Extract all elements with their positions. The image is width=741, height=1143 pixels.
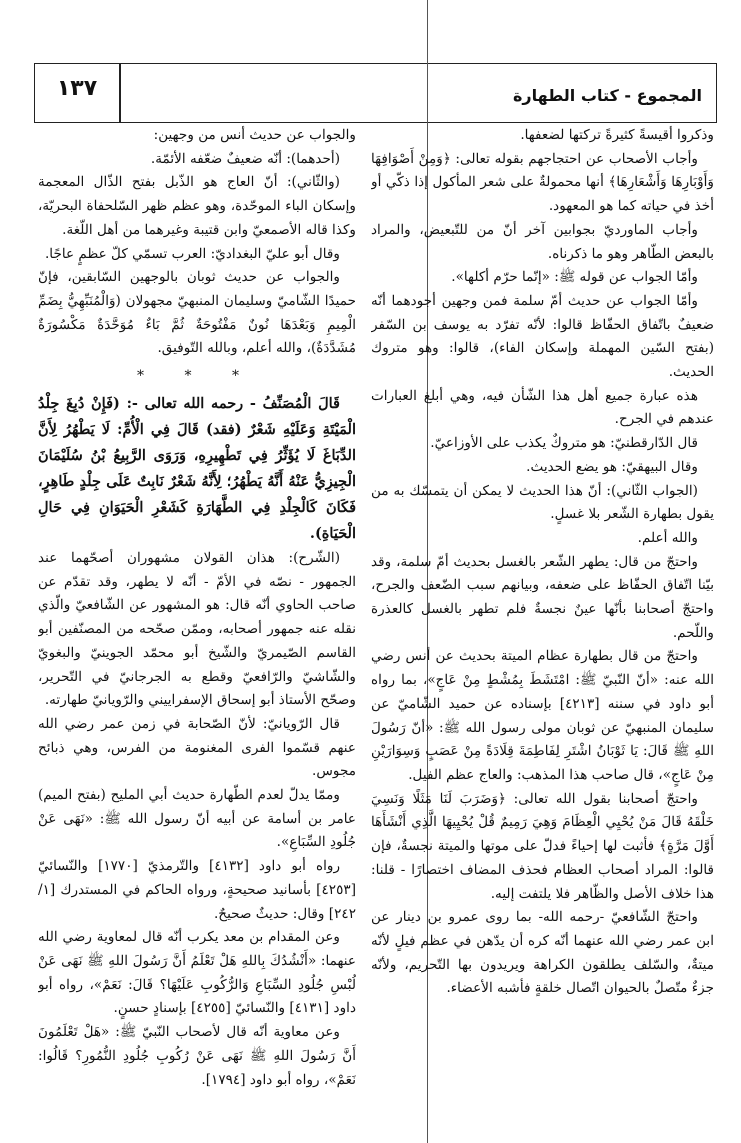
header-divider [119, 64, 121, 122]
paragraph: وأجاب الأصحاب عن احتجاجهم بقوله تعالى: ﴿وَمِنْ أَصْوَافِهَا وَأَوْبَارِهَا وَأَشْعَارِهَا﴾ أنها محمولةٌ على شعر المأكول إذا ذكّي أو أخذ في حياته كما هو المعهود. [371, 150, 714, 215]
paragraph: وأمّا الجواب عن قوله ﷺ: «إنّما حرّم أكلها». [451, 269, 698, 286]
paragraph: وعن المقدام بن معد يكرب أنّه قال لمعاوية رضي الله عنهما: «أَنْشُدُكَ بِاللهِ هَلْ تَعْلَمُ أَنَّ رَسُولَ اللهِ ﷺ نَهَى عَنْ لُبْسِ جُلُودِ السِّبَاعِ وَالرُّكُوبِ عَلَيْهَا؟ قَالَ: نَعَمْ»، رواه أبو داود [٤١٣١] والنّسائيّ [٤٢٥٥] بإسنادٍ حسنٍ. [38, 929, 356, 1017]
page-header [34, 63, 717, 123]
page-number: ١٣٧ [56, 76, 98, 101]
paragraph: واحتجّ من قال: يطهر الشّعر بالغسل بحديث أمّ سلمة، وقد بيّنا اتّفاق الحفّاظ على ضعفه، وبيانهم سبب الضّعف والجرح، واحتجّ أصحابنا بأنّها عينٌ نجسةٌ فلم تطهر بالغسل كالعذرة واللّحم. [371, 553, 714, 641]
paragraph: وعن معاوية أنّه قال لأصحاب النّبيّ ﷺ: «هَلْ تَعْلَمُونَ أَنَّ رَسُولَ اللهِ ﷺ نَهَى عَنْ رُكُوبِ جُلُودِ النُّمُورِ؟ قَالُوا: نَعَمْ»، رواه أبو داود [١٧٩٤]. [38, 1024, 356, 1088]
paragraph: والله أعلم. [637, 529, 698, 546]
paragraph: (والثّاني): أنّ العاج هو الذّبل بفتح الذّال المعجمة وإسكان الباء الموحّدة، وهو عظم ظهر السّلحفاة البحريّة، وكذا قاله الأصمعيّ وابن قتيبة وغيرهما من أهل اللّغة. [38, 174, 356, 238]
paragraph: هذه عبارة جميع أهل هذا الشّأن فيه، وهي أبلغ العبارات عندهم في الجرح. [371, 387, 714, 428]
paragraph: وأمّا الجواب عن حديث أمّ سلمة فمن وجهين أجودهما أنّه ضعيفٌ باتّفاق الحفّاظ قالوا: لأنّه تفرّد به يوسف بن السّفر (بفتح السّين المهملة وإسكان الفاء)، قالوا: وهو متروك الحديث. [371, 292, 714, 381]
author-text: قَالَ الْمُصَنِّفُ - رحمه الله تعالى -: (فَإِنْ دُبِغَ جِلْدُ الْمَيْتَةِ وَعَلَيْهِ شَعْرٌ (فقد) قَالَ فِي الْأُمِّ: لَا يَطْهُرُ لِأَنَّ الدِّبَاغَ لَا يُؤَثِّرُ فِي تَطْهِيرِهِ، وَرَوَى الرَّبِيعُ بْنُ سُلَيْمَانَ الْجِيزِيُّ عَنْهُ أَنَّهُ يَطْهُرُ؛ لِأَنَّهُ شَعْرٌ نَابِتٌ عَلَى جِلْدٍ طَاهِرٍ، فَكَانَ كَالْجِلْدِ فِي الطَّهَارَةِ كَشَعْرِ الْحَيَوَانِ فِي حَالِ الْحَيَاةِ). [38, 395, 356, 543]
paragraph: وقال البيهقيّ: هو يضع الحديث. [526, 458, 698, 475]
paragraph: والجواب عن حديث أنس من وجهين: [153, 127, 356, 143]
section-separator: * * * [137, 368, 257, 385]
paragraph: وذكروا أقيسةً كثيرةً تركتها لضعفها. [520, 127, 714, 143]
running-title: المجموع - كتاب الطهارة [512, 86, 702, 105]
paragraph: واحتجّ الشّافعيّ -رحمه الله- بما روى عمرو بن دينار عن ابن عمر رضي الله عنهما أنّه كره أن يدّهن في عظم فيلٍ لأنّه ميتةٌ، والسّلف يطلقون الكراهة ويريدون بها التّحريم، ولأنّه جزءٌ متّصلٌ بالحيوان اتّصال خلقةٍ فأشبه الأعضاء. [371, 909, 714, 997]
paragraph: وممّا يدلّ لعدم الطّهارة حديث أبي المليح (بفتح الميم) عامر بن أسامة عن أبيه أنّ رسول الله ﷺ: «نَهَى عَنْ جُلُودِ السِّبَاعِ». [38, 787, 356, 851]
paragraph: واحتجّ أصحابنا بقول الله تعالى: ﴿وَضَرَبَ لَنَا مَثَلًا وَنَسِيَ خَلْقَهُ قَالَ مَنْ يُحْيِي الْعِظَامَ وَهِيَ رَمِيمٌ قُلْ يُحْيِيهَا الَّذِي أَنْشَأَهَا أَوَّلَ مَرَّةٍ﴾ فأثبت لها إحياءً فدلّ على موتها والميتة نجسةٌ، فإن قالوا: المراد أصحاب العظام فحذف المضاف اختصارًا - قلنا: هذا خلاف الأصل والظّاهر فلا يلتفت إليه. [371, 790, 714, 902]
paragraph: رواه أبو داود [٤١٣٢] والتّرمذيّ [١٧٧٠] والنّسائيّ [٤٢٥٣] بأسانيد صحيحةٍ، ورواه الحاكم في المستدرك [١/ ٢٤٢] وقال: حديثٌ صحيحٌ. [38, 858, 356, 922]
paragraph: (الشّرح): هذان القولان مشهوران أصحّهما عند الجمهور - نصّه في الأمّ - أنّه لا يطهر، وقد تقدّم عن صاحب الحاوي أنّه قال: هو المشهور عن الشّافعيّ والّذي نقله عنه جمهور أصحابه، وممّن صحّحه من المصنّفين أبو القاسم الصّيمريّ والشّيخ أبو محمّد الجوينيّ والبغويّ والشّاشيّ والرّافعيّ وقطع به الجرجانيّ في التّحرير، وصحّح الأستاذ أبو إسحاق الإسفراييني والرّويانيّ طهارته. [38, 550, 356, 709]
paragraph: قال الدّارقطنيّ: هو متروكٌ يكذب على الأوزاعيّ. [430, 435, 698, 452]
paragraph: وقال أبو عليّ البغداديّ: العرب تسمّي كلّ عظمٍ عاجًا. [44, 245, 340, 262]
paragraph: (الجواب الثّاني): أنّ هذا الحديث لا يمكن أن يتمسّك به من يقول بطهارة الشّعر بلا غسلٍ. [371, 482, 714, 523]
left-column [38, 124, 356, 1134]
paragraph: واحتجّ من قال بطهارة عظام الميتة بحديث عن أنس رضي الله عنه: «أنّ النّبيّ ﷺ: امْتَشَطَ بِمُشْطٍ مِنْ عَاجٍ»، بما رواه أبو داود في سننه [٤٢١٣] بإسناده عن حميد الشّاميّ عن سليمان المنبهيّ عن ثوبان مولى رسول الله ﷺ: «أنّ رَسُولَ اللهِ ﷺ قَالَ: يَا ثَوْبَانُ اشْتَرِ لِفَاطِمَةَ قِلَادَةً مِنْ عَصَبٍ وَسِوَارَيْنِ مِنْ عَاجٍ»، قال صاحب هذا المذهب: والعاج عظم الفيل. [371, 648, 714, 783]
paragraph: قال الرّويانيّ: لأنّ الصّحابة في زمن عمر رضي الله عنهم قسّموا الفرى المغنومة من الفرس، وهي ذبائح مجوس. [38, 715, 356, 780]
paragraph: وأجاب الماورديّ بجوابين آخر أنّ من للتّبعيض، والمراد بالبعض الطّاهر وهو ما ذكرناه. [371, 221, 714, 262]
paragraph: (أحدهما): أنّه ضعيفٌ ضعّفه الأئمّة. [150, 150, 340, 167]
right-column [371, 124, 714, 1134]
paragraph: والجواب عن حديث ثوبان بالوجهين السّابقين، فإنّ حميدًا الشّاميّ وسليمان المنبهيّ مجهولان (وَالْمُنَبِّهِيُّ بِضَمِّ الْمِيمِ وَبَعْدَهَا نُونٌ مَفْتُوحَةٌ ثُمَّ بَاءٌ مُوَحَّدَةٌ مَكْسُورَةٌ مُشَدَّدَةٌ)، والله أعلم، وبالله التّوفيق. [38, 269, 356, 357]
